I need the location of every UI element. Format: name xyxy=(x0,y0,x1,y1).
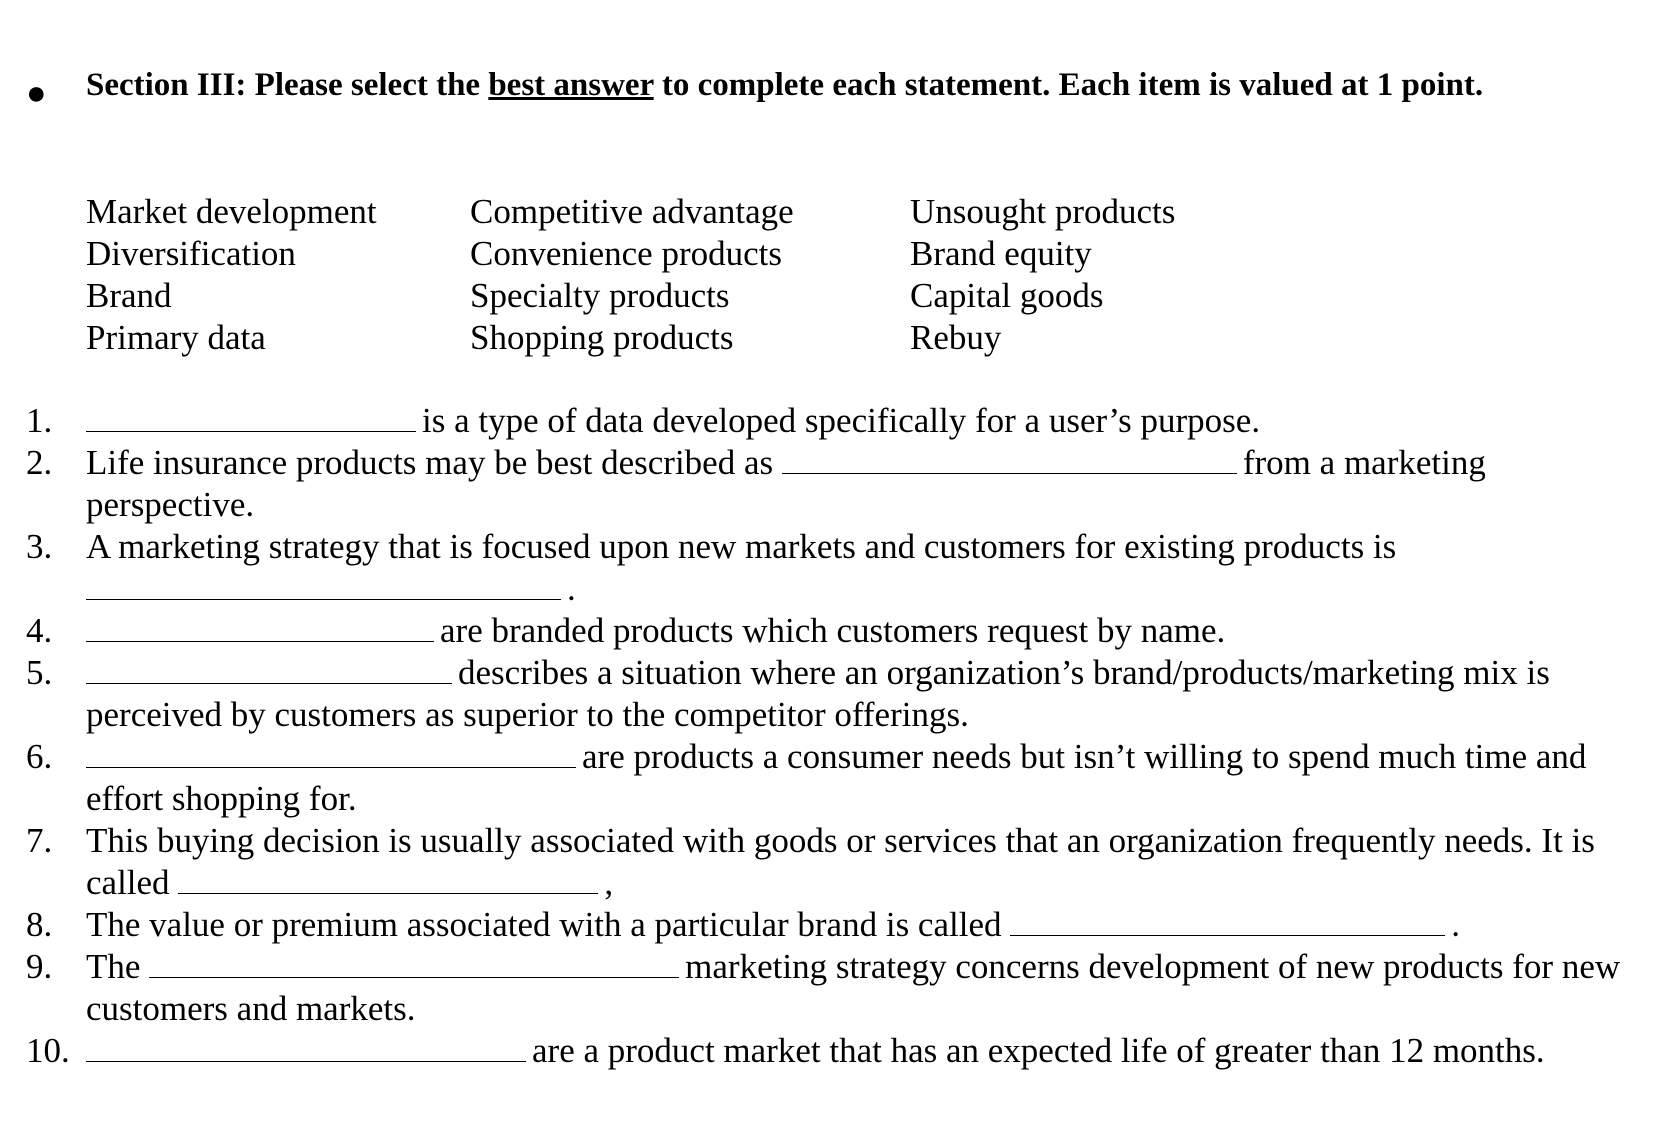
question-text: The xyxy=(86,947,150,986)
word-bank-term: Specialty products xyxy=(470,276,730,315)
question-number: 6. xyxy=(26,737,53,776)
word-bank-column-1 xyxy=(86,191,377,359)
question-7 xyxy=(26,820,1636,904)
answer-blank-3[interactable] xyxy=(86,569,561,600)
bullet-icon: ● xyxy=(26,75,47,112)
question-5 xyxy=(26,652,1636,736)
answer-blank-9[interactable] xyxy=(149,947,679,978)
question-text: A marketing strategy that is focused upon new markets and customers for existing products is xyxy=(86,527,1397,566)
answer-blank-2[interactable] xyxy=(782,443,1237,474)
word-bank-term: Convenience products xyxy=(470,234,782,273)
question-list xyxy=(26,400,1636,1072)
question-1 xyxy=(26,400,1636,442)
question-number: 4. xyxy=(26,611,53,650)
question-number: 8. xyxy=(26,905,53,944)
question-number: 2. xyxy=(26,443,53,482)
question-text: This buying decision is usually associated with goods or services that an organization frequently needs. It is called xyxy=(86,821,1595,902)
question-text: marketing strategy concerns development of new products for new customers and markets. xyxy=(86,947,1621,1028)
question-4 xyxy=(26,610,1636,652)
question-text: are a product market that has an expected life of greater than 12 months. xyxy=(532,1031,1545,1070)
question-10 xyxy=(26,1030,1636,1072)
question-text: The value or premium associated with a particular brand is called xyxy=(86,905,1011,944)
question-2 xyxy=(26,442,1636,526)
word-bank-column-2 xyxy=(470,191,794,359)
question-text: from a marketing perspective. xyxy=(86,443,1486,524)
question-text: . xyxy=(567,569,576,608)
question-text: are products a consumer needs but isn’t willing to spend much time and effort shopping for. xyxy=(86,737,1587,818)
word-bank-term: Competitive advantage xyxy=(470,192,794,231)
word-bank-term: Brand equity xyxy=(910,234,1092,273)
question-text: , xyxy=(604,863,614,902)
section-instructions xyxy=(86,64,1566,106)
instructions-part-1: Section III: Please select the xyxy=(86,67,489,103)
question-text: are branded products which customers request by name. xyxy=(440,611,1226,650)
question-text: . xyxy=(1451,905,1460,944)
instructions-part-2: to complete each statement. Each item is valued at 1 point. xyxy=(653,67,1484,103)
question-number: 10. xyxy=(26,1031,70,1070)
word-bank-term: Capital goods xyxy=(910,276,1104,315)
word-bank-term: Shopping products xyxy=(470,318,734,357)
answer-blank-7[interactable] xyxy=(178,863,598,894)
question-9 xyxy=(26,946,1636,1030)
question-6 xyxy=(26,736,1636,820)
answer-blank-6[interactable] xyxy=(86,737,576,768)
word-bank-term: Diversification xyxy=(86,234,296,273)
instructions-underlined: best answer xyxy=(488,67,654,103)
question-text: describes a situation where an organization’s brand/products/marketing mix is perceived by customers as superior to the competitor offerings. xyxy=(86,653,1550,734)
word-bank-term: Market development xyxy=(86,192,377,231)
question-number: 5. xyxy=(26,653,53,692)
question-number: 3. xyxy=(26,527,53,566)
word-bank-term: Unsought products xyxy=(910,192,1176,231)
answer-blank-8[interactable] xyxy=(1010,905,1445,936)
question-number: 9. xyxy=(26,947,53,986)
question-number: 7. xyxy=(26,821,53,860)
answer-blank-1[interactable] xyxy=(86,401,416,432)
word-bank-term: Rebuy xyxy=(910,318,1002,357)
word-bank-term: Primary data xyxy=(86,318,266,357)
answer-blank-5[interactable] xyxy=(86,653,452,684)
answer-blank-10[interactable] xyxy=(86,1031,526,1062)
question-number: 1. xyxy=(26,401,53,440)
question-3 xyxy=(26,526,1636,610)
question-8 xyxy=(26,904,1636,946)
question-text: Life insurance products may be best described as xyxy=(86,443,782,482)
word-bank-column-3 xyxy=(910,191,1175,359)
answer-blank-4[interactable] xyxy=(86,611,434,642)
word-bank-term: Brand xyxy=(86,276,172,315)
question-text: is a type of data developed specifically for a user’s purpose. xyxy=(422,401,1261,440)
